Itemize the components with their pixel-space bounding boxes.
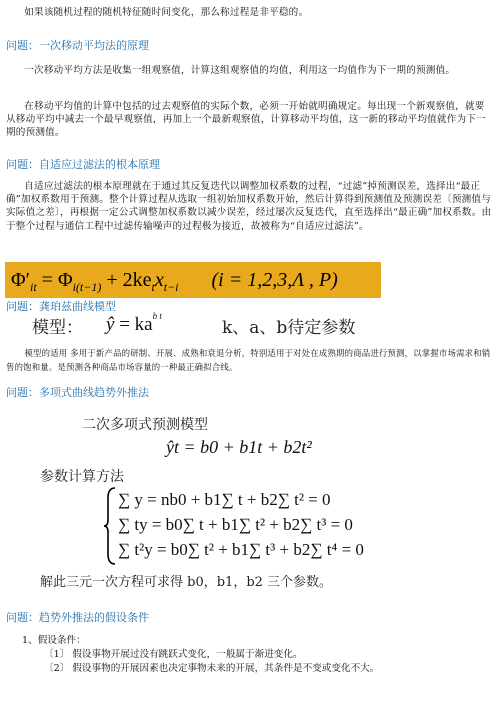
polynomial-model: ŷt = b0 + b1t + b2t² xyxy=(166,437,312,457)
section-title-trend-assumptions: 问题：趋势外推法的假设条件 xyxy=(6,611,149,624)
moving-average-para-2: 在移动平均值的计算中包括的过去观察值的实际个数，必须一开始就明确规定。每出现一个新观察值，就要从移动平均中减去一个最早观察值，再加上一个最新观察值，计算移动平均值，这一新的移动平均值就作为下一期的预测值。 xyxy=(6,101,486,139)
params-label: 参数计算方法 xyxy=(40,469,124,485)
adaptive-filter-para: 自适应过滤法的根本原理就在于通过其反复迭代以调整加权系数的过程，“过滤”掉预测误差，选择出“最正确”加权系数用于预测。整个计算过程从选取一组初始加权系数开始，然后计算得到预测值及预测误差〔预测值与实际值之差〕，再根据一定公式调整加权系数以减少误差，经过屡次反复迭代，直至选择出“最正确”加权系数。由于整个过程与通信工程中过滤传输噪声的过程极为接近，故被称为“自适应过滤法”。 xyxy=(6,181,492,232)
assumption-2: 〔2〕 假设事物的开展因素也决定事物未来的开展，其条件是不变或变化不大。 xyxy=(44,663,380,674)
gompertz-para: 模型的适用 多用于新产品的研制、开展、成熟和衰退分析，特别适用于对处在成熟期的商品进行预测，以掌握市场需求和销售的饱和量。是预测各种商品市场容量的一种最正确拟合线。 xyxy=(6,348,491,372)
moving-average-para-1: 一次移动平均方法是收集一组观察值，计算这组观察值的均值，利用这一均值作为下一期的预测值。 xyxy=(24,65,456,76)
section-title-polynomial: 问题：多项式曲线趋势外推法 xyxy=(6,386,149,399)
equation-brace xyxy=(103,486,117,566)
section-title-adaptive-filter: 问题：自适应过滤法的根本原理 xyxy=(6,158,160,171)
equation-2: ∑ ty = b0∑ t + b1∑ t² + b2∑ t³ = 0 xyxy=(118,515,353,534)
section-title-gompertz: 问题：龚珀兹曲线模型 xyxy=(6,300,116,313)
adaptive-filter-formula: $\Phi'_{it} = \Phi_{i(t-1)} + 2ke_tx_{t-i}$ (i = 1,2,3,Λ , P) xyxy=(5,262,381,298)
solve-line: 解此三元一次方程可求得 b0，b1，b2 三个参数。 xyxy=(40,575,333,590)
gompertz-model-label: 模型： xyxy=(32,318,83,338)
assumption-1: 〔1〕 假设事物开展过没有跳跃式变化，一般属于渐进变化。 xyxy=(44,649,303,660)
gompertz-model-formula: ŷ = $ka^{b t}$ xyxy=(106,311,162,335)
intro-line: 如果该随机过程的随机特征随时间变化，那么称过程是非平稳的。 xyxy=(24,7,309,18)
assumption-heading: 1、假设条件： xyxy=(22,635,86,646)
equation-1: ∑ y = nb0 + b1∑ t + b2∑ t² = 0 xyxy=(118,490,331,509)
polynomial-heading: 二次多项式预测模型 xyxy=(82,417,208,433)
equation-3: ∑ t²y = b0∑ t² + b1∑ t³ + b2∑ t⁴ = 0 xyxy=(118,540,364,559)
gompertz-model-params: k、a、b待定参数 xyxy=(222,318,356,338)
section-title-moving-average: 问题：一次移动平均法的原理 xyxy=(6,39,149,52)
